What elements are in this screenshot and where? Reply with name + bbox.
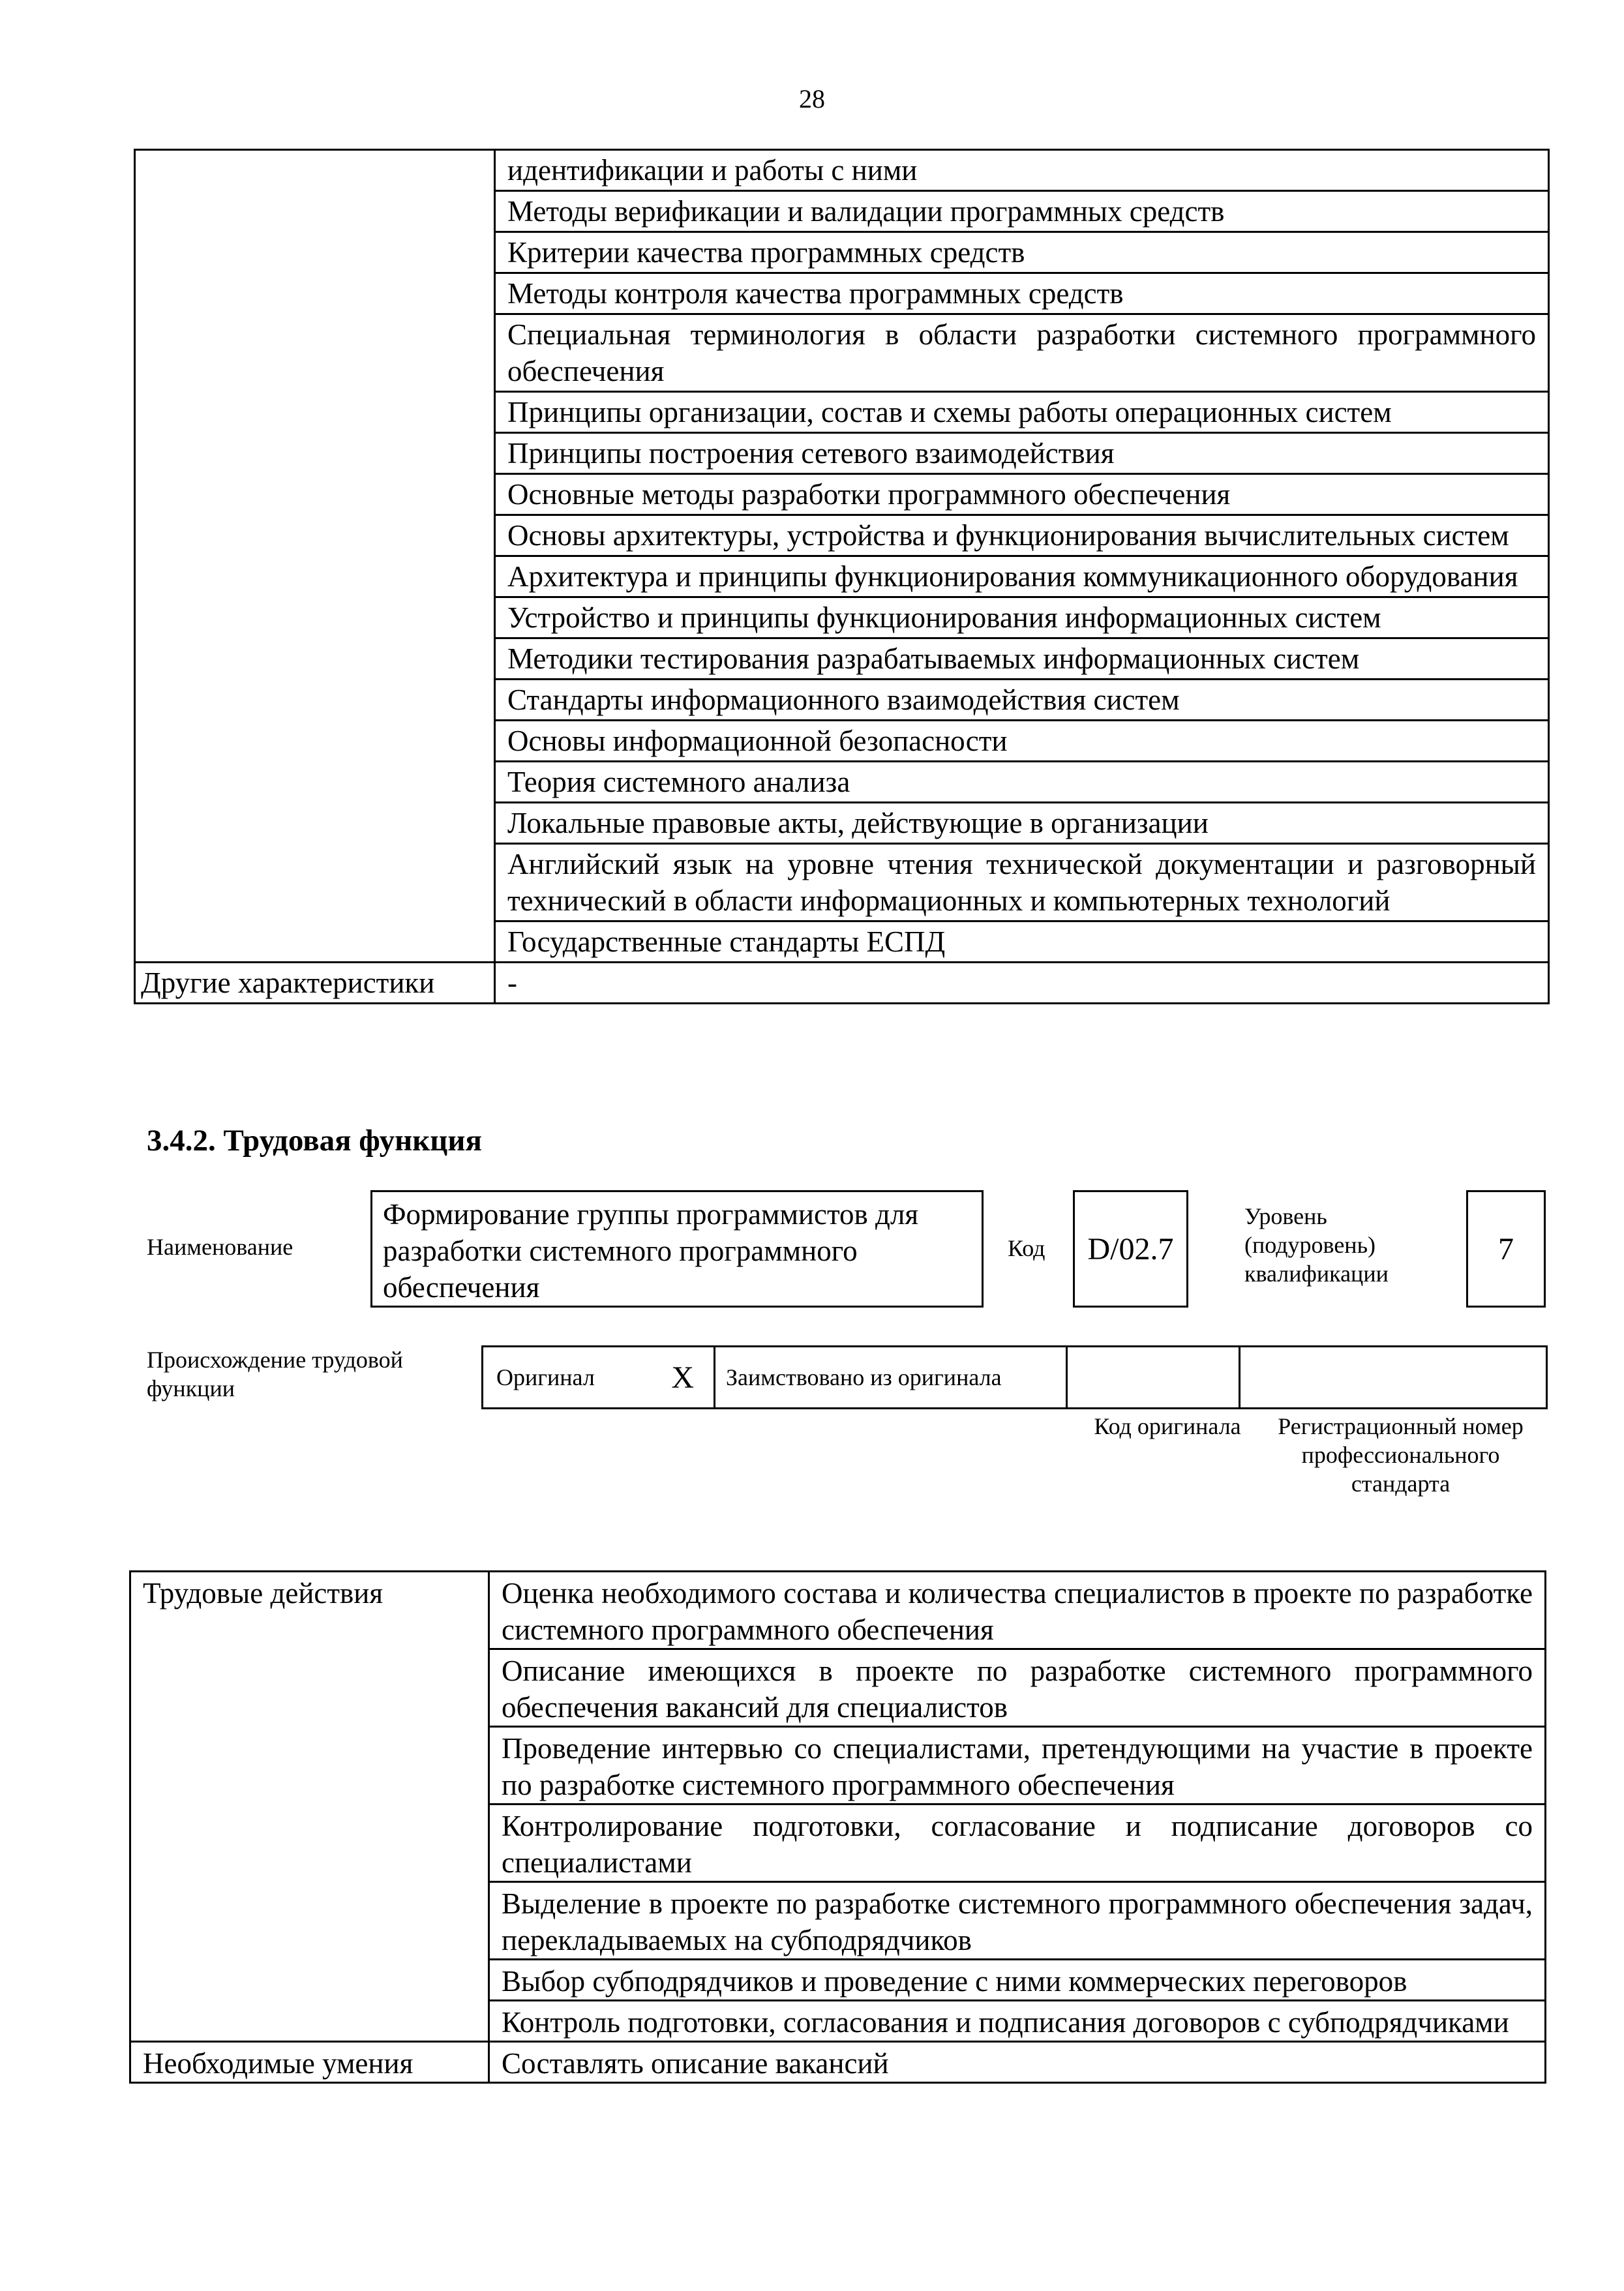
origin-table	[481, 1345, 1548, 1409]
knowledge-table	[134, 149, 1550, 1004]
knowledge-item: Специальная терминология в области разработки системного программного обеспечения	[495, 314, 1549, 392]
origin-reg-number-cell	[1240, 1347, 1547, 1409]
knowledge-item: Методы верификации и валидации программных средств	[495, 191, 1549, 232]
knowledge-item: Методы контроля качества программных средств	[495, 273, 1549, 314]
knowledge-item: Методики тестирования разрабатываемых информационных систем	[495, 638, 1549, 680]
labor-actions-label: Трудовые действия	[130, 1572, 489, 2042]
qualification-level-value: 7	[1466, 1190, 1546, 1308]
knowledge-item: Основы архитектуры, устройства и функционирования вычислительных систем	[495, 515, 1549, 556]
labor-action-item: Контроль подготовки, согласования и подписания договоров с субподрядчиками	[489, 2001, 1546, 2042]
registration-number-caption: Регистрационный номер профессионального стандарта	[1278, 1413, 1524, 1497]
function-code-value: D/02.7	[1073, 1190, 1188, 1308]
labor-action-item: Описание имеющихся в проекте по разработке системного программного обеспечения вакансий для специалистов	[489, 1649, 1546, 1727]
other-characteristics-label: Другие характеристики	[135, 963, 495, 1004]
required-skills-label: Необходимые умения	[130, 2042, 489, 2083]
labor-action-item: Выделение в проекте по разработке системного программного обеспечения задач, перекладываемых на субподрядчиков	[489, 1882, 1546, 1960]
function-name-value: Формирование группы программистов для разработки системного программного обеспечения	[370, 1190, 984, 1308]
labor-actions-table	[129, 1570, 1546, 2084]
labor-action-item: Оценка необходимого состава и количества специалистов в проекте по разработке системного программного обеспечения	[489, 1572, 1546, 1649]
knowledge-label-cell	[135, 150, 495, 963]
knowledge-item: Основы информационной безопасности	[495, 721, 1549, 762]
knowledge-item: Архитектура и принципы функционирования коммуникационного оборудования	[495, 556, 1549, 597]
knowledge-item: Стандарты информационного взаимодействия систем	[495, 680, 1549, 721]
original-code-caption: Код оригинала	[1094, 1413, 1241, 1439]
knowledge-item: Принципы построения сетевого взаимодействия	[495, 433, 1549, 474]
labor-action-item: Выбор субподрядчиков и проведение с ними коммерческих переговоров	[489, 1960, 1546, 2001]
table-row	[130, 2042, 1546, 2083]
knowledge-item: Локальные правовые акты, действующие в организации	[495, 803, 1549, 844]
origin-borrowed-label: Заимствовано из оригинала	[715, 1347, 1067, 1409]
labor-action-item: Проведение интервью со специалистами, претендующими на участие в проекте по разработке системного программного обеспечения	[489, 1727, 1546, 1804]
origin-label: Происхождение трудовой функции	[147, 1347, 403, 1401]
knowledge-item: Государственные стандарты ЕСПД	[495, 921, 1549, 963]
labor-action-item: Контролирование подготовки, согласование и подписание договоров со специалистами	[489, 1804, 1546, 1882]
origin-original-label: Оригинал	[483, 1347, 652, 1409]
function-name-label: Наименование	[147, 1234, 293, 1260]
knowledge-item: Теория системного анализа	[495, 762, 1549, 803]
knowledge-item: идентификации и работы с ними	[495, 150, 1549, 191]
origin-code-cell	[1067, 1347, 1240, 1409]
knowledge-item: Устройство и принципы функционирования информационных систем	[495, 597, 1549, 638]
page-number: 28	[799, 84, 825, 113]
table-row	[135, 963, 1549, 1004]
knowledge-item: Критерии качества программных средств	[495, 232, 1549, 273]
origin-original-mark: X	[652, 1347, 715, 1409]
table-row	[135, 150, 1549, 191]
required-skill-item: Составлять описание вакансий	[489, 2042, 1546, 2083]
qualification-level-label: Уровень (подуровень) квалификации	[1244, 1203, 1389, 1287]
knowledge-item: Английский язык на уровне чтения технической документации и разговорный технический в области информационных и компьютерных технологий	[495, 844, 1549, 921]
knowledge-item: Принципы организации, состав и схемы работы операционных систем	[495, 392, 1549, 433]
section-heading: 3.4.2. Трудовая функция	[147, 1124, 482, 1158]
other-characteristics-value: -	[495, 963, 1549, 1004]
function-code-label: Код	[1008, 1235, 1045, 1261]
table-row	[130, 1572, 1546, 1649]
knowledge-item: Основные методы разработки программного обеспечения	[495, 474, 1549, 515]
table-row	[483, 1347, 1547, 1409]
